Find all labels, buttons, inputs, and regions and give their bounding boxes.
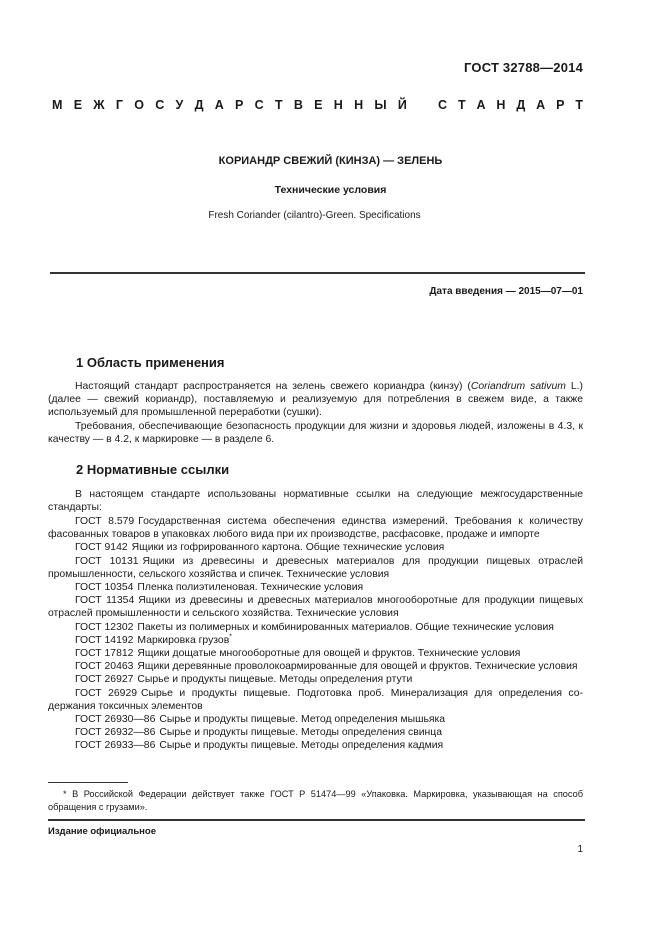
- standard-id: ГОСТ 32788—2014: [464, 60, 583, 75]
- reference-code: ГОСТ 26929: [75, 687, 137, 699]
- reference-code: ГОСТ 26930—86: [75, 714, 156, 726]
- section-2-intro: [48, 488, 583, 514]
- reference-title: Ящики из древесины и древесных материалов многооборотные для продукции пищевых отраслей промышленности и сельского хозяйства. Технические условия: [48, 595, 584, 620]
- section-1-body: [48, 380, 583, 446]
- reference-code: ГОСТ 17812: [75, 648, 134, 660]
- footnote: * В Российской Федерации действует также ГОСТ Р 51474—99 «Упаковка. Маркировка, указывающая на способ обращения с грузами».: [48, 789, 583, 812]
- reference-code: ГОСТ 11354: [75, 595, 135, 607]
- reference-item: [48, 555, 583, 581]
- reference-code: ГОСТ 10354: [75, 582, 134, 594]
- reference-item: [48, 726, 583, 739]
- reference-title: Ящики из древесины и древесных материалов для продукции пищевых отраслей промышленности, сельского хозяйства и спичек. Технические условия: [48, 555, 584, 580]
- reference-item: [48, 673, 583, 686]
- reference-code: ГОСТ 14192: [75, 634, 134, 646]
- reference-title: Ящики дощатые многооборотные для овощей и фруктов. Технические условия: [137, 648, 521, 660]
- reference-code: ГОСТ 26927: [75, 674, 134, 686]
- reference-title: Сырье и продукты пищевые. Подготовка проб. Минерализация для определения содержания токсичных элементов: [48, 687, 583, 712]
- reference-code: ГОСТ 9142: [75, 542, 128, 554]
- interstate-word-1: М Е Ж Г О С У Д А Р С Т В Е Н Н Ы Й: [52, 98, 407, 112]
- p1-text-a: Настоящий стандарт распространяется на зелень свежего кориандра (кинзу) (: [75, 381, 471, 392]
- reference-item: [48, 647, 583, 660]
- official-edition-label: Издание официальное: [48, 826, 156, 837]
- page-number: 1: [577, 844, 583, 855]
- introduction-date: Дата введения — 2015—07—01: [429, 286, 583, 297]
- english-title: Fresh Coriander (cilantro)-Green. Specifications: [208, 210, 421, 221]
- reference-title: Государственная система обеспечения единства измерений. Требования к количеству фасованных товаров в упаковках любого вида при их производстве, расфасовке, продаже и импорте: [48, 516, 583, 541]
- reference-title: Маркировка грузов: [137, 634, 230, 646]
- section-1-paragraph-1: [48, 380, 583, 420]
- footnote-divider: [48, 782, 128, 783]
- reference-title: Сырье и продукты пищевые. Метод определения мышьяка: [159, 714, 446, 726]
- document-subtitle: Технические условия: [274, 184, 387, 196]
- reference-title: Сырье и продукты пищевые. Методы определения кадмия: [159, 740, 444, 752]
- reference-item: [48, 515, 583, 541]
- reference-code: ГОСТ 26932—86: [75, 727, 156, 739]
- section-1-heading: 1 Область применения: [76, 355, 225, 370]
- reference-title: Сырье и продукты пищевые. Методы определения ртути: [137, 674, 413, 686]
- latin-name: Coriandrum sativum: [470, 381, 566, 392]
- section-2-heading: 2 Нормативные ссылки: [76, 462, 230, 477]
- interstate-standard-heading: [52, 98, 583, 112]
- section-1-paragraph-2: Требования, обеспечивающие безопасность продукции для жизни и здоровья людей, изложены в 4.3, к качеству — в 4.2, к маркировке — в разделе 6.: [48, 420, 583, 445]
- reference-item: [48, 634, 583, 647]
- reference-code: ГОСТ 12302: [75, 621, 134, 633]
- top-divider: [50, 272, 585, 274]
- reference-item: [48, 541, 583, 554]
- reference-title: Пакеты из полимерных и комбинированных материалов. Общие технические условия: [137, 621, 554, 633]
- reference-item: [48, 687, 583, 713]
- interstate-word-2: С Т А Н Д А Р Т: [438, 98, 583, 112]
- section-2-intro-text: В настоящем стандарте использованы нормативные ссылки на следующие межгосударственные стандарты:: [48, 489, 583, 514]
- reference-code: ГОСТ 20463: [75, 661, 134, 673]
- reference-item: [48, 739, 583, 752]
- reference-item: [48, 713, 583, 726]
- bottom-divider: [48, 819, 585, 821]
- reference-item: [48, 581, 583, 594]
- reference-code: ГОСТ 8.579: [75, 516, 135, 527]
- document-title: КОРИАНДР СВЕЖИЙ (КИНЗА) — ЗЕЛЕНЬ: [218, 155, 443, 167]
- reference-item: [48, 621, 583, 634]
- normative-references-list: [48, 515, 583, 753]
- reference-item: [48, 594, 583, 620]
- reference-title: Сырье и продукты пищевые. Методы определения свинца: [159, 727, 442, 739]
- p1-text-b: L.) (далее — свежий кориандр), поставляемую и реализуемую для потребления в свежем виде, а также используемый для промышленной переработки (сушки).: [48, 381, 583, 419]
- reference-code: ГОСТ 26933—86: [75, 740, 156, 752]
- reference-title: Ящики из гофрированного картона. Общие технические условия: [131, 542, 445, 554]
- reference-code: ГОСТ 10131: [75, 555, 139, 567]
- reference-item: [48, 660, 583, 673]
- reference-title: Пленка полиэтиленовая. Технические условия: [137, 582, 364, 594]
- footnote-marker: *: [229, 633, 232, 641]
- reference-title: Ящики деревянные проволокоармированные для овощей и фруктов. Технические условия: [137, 661, 578, 673]
